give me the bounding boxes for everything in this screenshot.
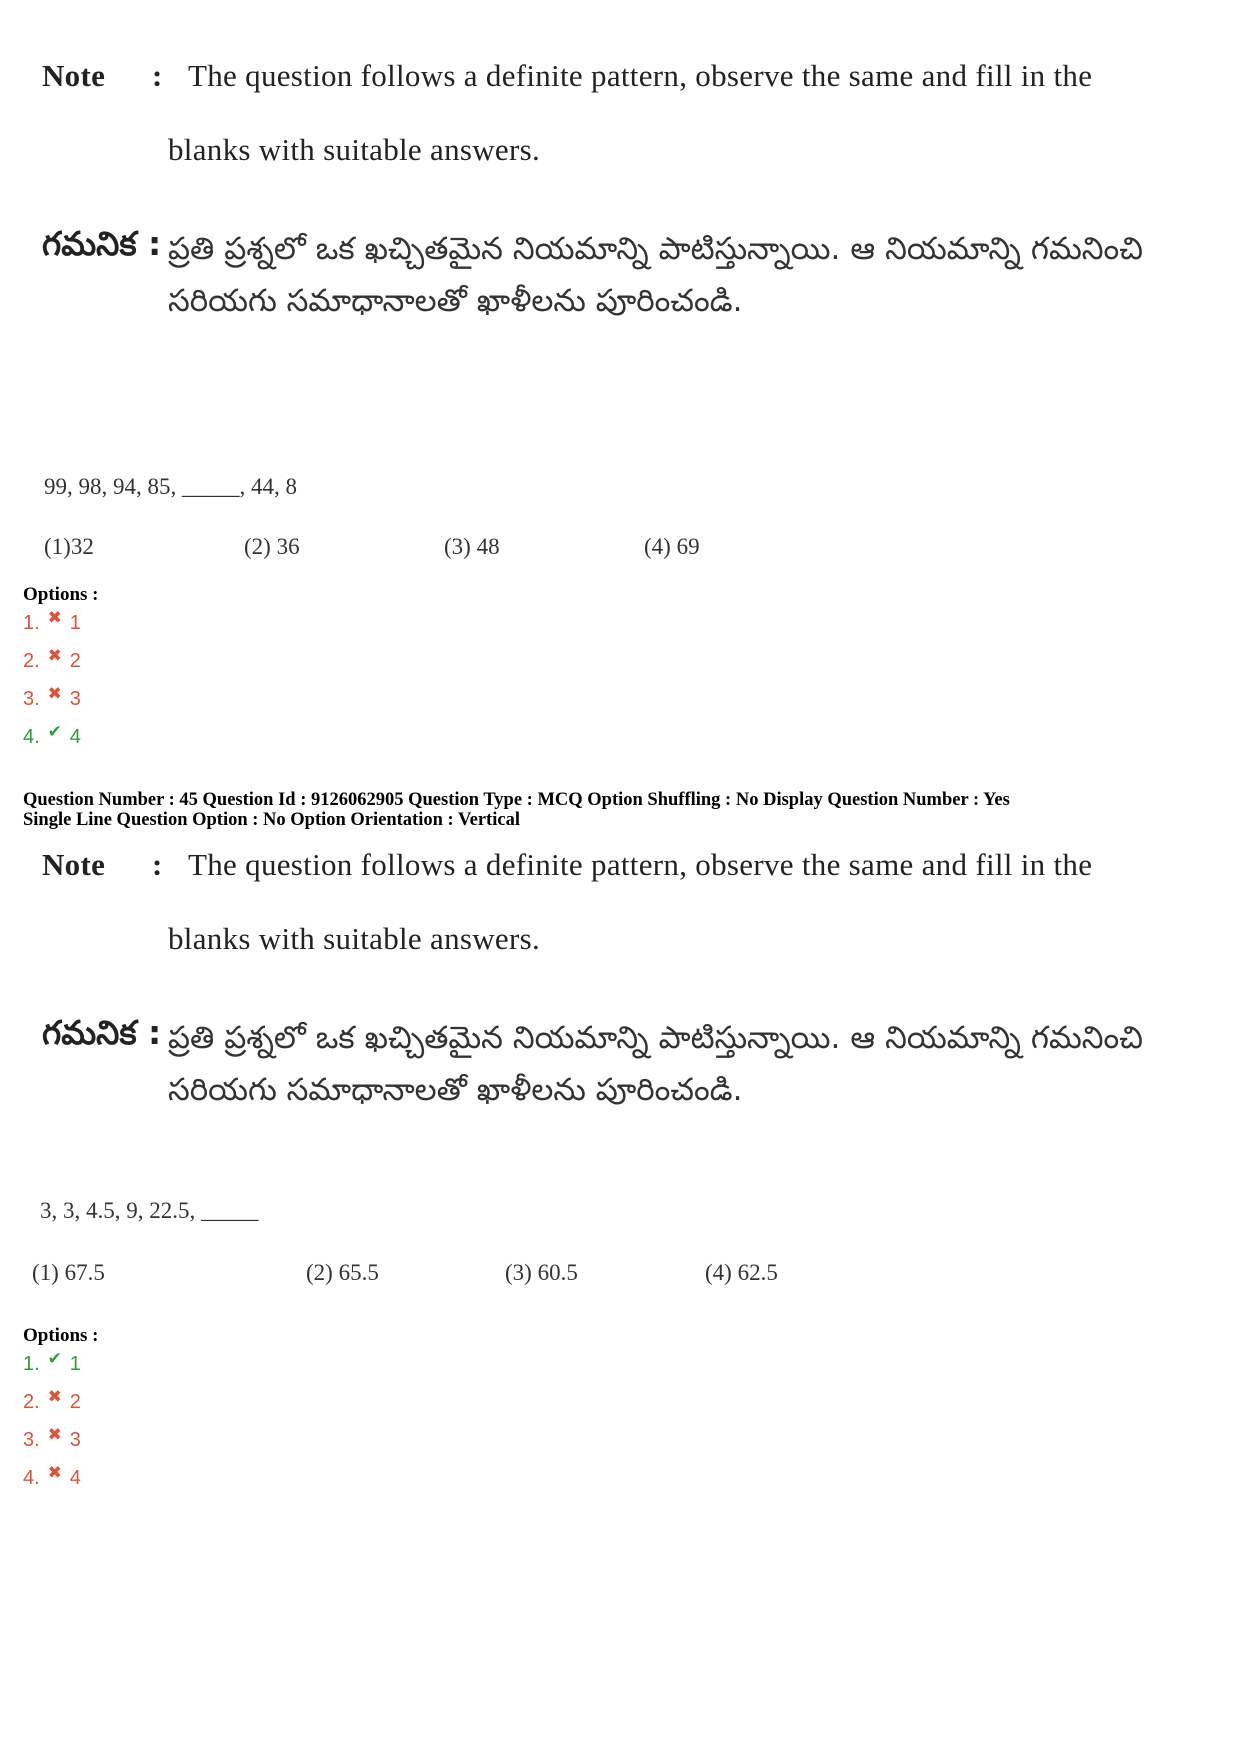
options-title: Options : [23, 584, 99, 605]
choice-4: (4) 69 [644, 534, 700, 559]
option-value: 1 [69, 612, 81, 634]
option-number: 3. [23, 1429, 40, 1451]
telugu-note-text: ప్రతి ప్రశ్నలో ఒక ఖచ్చితమైన నియమాన్ని పాటిస్తున్నాయి. ఆ నియమాన్ని గమనించి సరియగు సమాధానాలతో ఖాళీలను పూరించండి. [168, 231, 1143, 319]
question-image-2 [0, 847, 1241, 1285]
check-icon: ✔ [47, 722, 62, 741]
option-number: 2. [23, 1391, 40, 1413]
check-icon: ✔ [47, 1349, 62, 1368]
option-value: 2 [69, 650, 81, 672]
number-series: 3, 3, 4.5, 9, 22.5, _____ [40, 1198, 259, 1223]
choice-2: (2) 65.5 [306, 1260, 379, 1285]
choice-2: (2) 36 [244, 534, 300, 559]
note-line [42, 847, 1092, 883]
choice-4: (4) 62.5 [705, 1260, 778, 1285]
option-3[interactable] [23, 1425, 81, 1452]
option-number: 2. [23, 650, 40, 672]
option-value: 1 [69, 1353, 81, 1375]
cross-icon: ✖ [47, 1463, 62, 1482]
metadata-line1: Question Number : 45 Question Id : 9126062905 Question Type : MCQ Option Shuffling : No Display Question Number : Yes [23, 790, 1010, 810]
option-number: 1. [23, 1353, 40, 1375]
note-text-line2: blanks with suitable answers. [168, 132, 541, 167]
option-value: 3 [69, 688, 81, 710]
note-text-line1: The question follows a definite pattern, observe the same and fill in the [188, 847, 1093, 882]
option-number: 1. [23, 612, 40, 634]
note-label: Note [42, 58, 106, 93]
number-series: 99, 98, 94, 85, _____, 44, 8 [44, 474, 297, 499]
option-number: 3. [23, 688, 40, 710]
option-number: 4. [23, 1467, 40, 1489]
option-1[interactable] [23, 1349, 81, 1376]
note-label: Note [42, 847, 106, 882]
option-value: 2 [69, 1391, 81, 1413]
option-value: 4 [69, 1467, 81, 1489]
note-text-line2: blanks with suitable answers. [168, 921, 541, 956]
choice-3: (3) 60.5 [505, 1260, 578, 1285]
option-4[interactable] [23, 722, 81, 749]
note-text-line1: The question follows a definite pattern, observe the same and fill in the [188, 58, 1093, 93]
choice-1: (1)32 [44, 534, 94, 559]
note-colon: : [152, 58, 163, 93]
option-2[interactable] [23, 1387, 81, 1414]
choice-3: (3) 48 [444, 534, 500, 559]
cross-icon: ✖ [47, 684, 62, 703]
option-4[interactable] [23, 1463, 81, 1490]
option-value: 4 [69, 726, 81, 748]
cross-icon: ✖ [47, 1387, 62, 1406]
option-2[interactable] [23, 646, 81, 673]
metadata-line2: Single Line Question Option : No Option Orientation : Vertical [23, 810, 520, 830]
telugu-note-text: ప్రతి ప్రశ్నలో ఒక ఖచ్చితమైన నియమాన్ని పాటిస్తున్నాయి. ఆ నియమాన్ని గమనించి సరియగు సమాధానాలతో ఖాళీలను పూరించండి. [168, 1020, 1143, 1108]
cross-icon: ✖ [47, 1425, 62, 1444]
question-metadata [23, 790, 1010, 830]
note-colon: : [152, 847, 163, 882]
note-line [42, 58, 1092, 94]
option-1[interactable] [23, 608, 81, 635]
telugu-note-label: గమనిక : [42, 224, 162, 263]
choice-1: (1) 67.5 [32, 1260, 105, 1285]
telugu-note-label: గమనిక : [42, 1013, 162, 1052]
options-title: Options : [23, 1325, 99, 1346]
option-number: 4. [23, 726, 40, 748]
option-value: 3 [69, 1429, 81, 1451]
question-image-1 [0, 58, 1241, 559]
option-3[interactable] [23, 684, 81, 711]
cross-icon: ✖ [47, 608, 62, 627]
cross-icon: ✖ [47, 646, 62, 665]
